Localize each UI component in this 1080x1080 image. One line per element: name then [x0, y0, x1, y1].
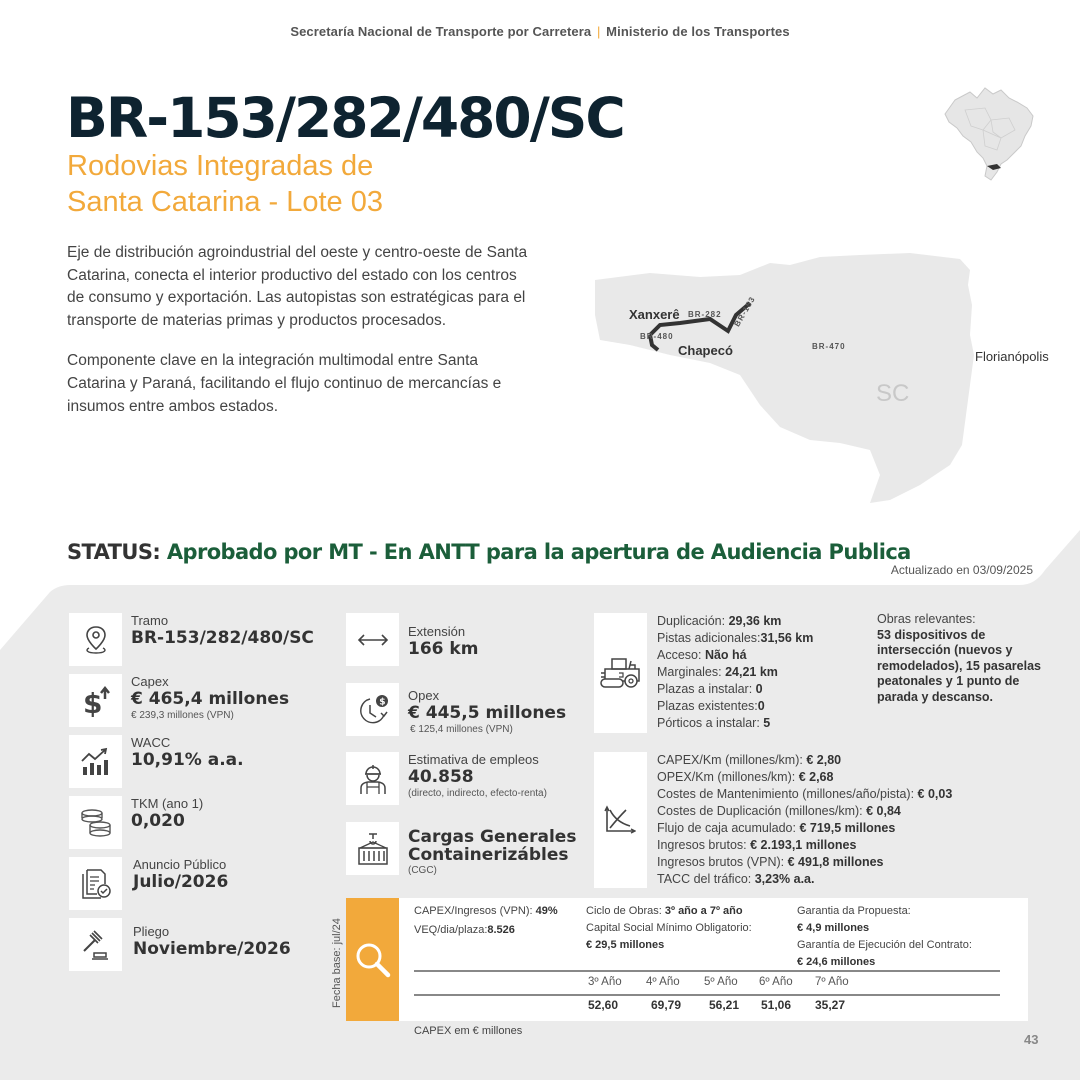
capital-social [586, 920, 752, 954]
financial-item: Flujo de caja acumulado: € 719,5 millones [657, 821, 896, 835]
extension-value: 166 km [408, 639, 479, 659]
works-icon-box [594, 613, 647, 733]
works-list [657, 613, 813, 732]
status-value: Aprobado por MT - En ANTT para la apertura de Audiencia Publica [166, 540, 911, 564]
svg-text:$: $ [378, 697, 385, 707]
works-item: Acceso: Não há [657, 648, 747, 662]
financial-item: CAPEX/Km (millones/km): € 2,80 [657, 753, 842, 767]
city-label: Florianópolis [975, 349, 1049, 364]
card-pliego [69, 918, 291, 971]
year-value: 51,06 [761, 998, 792, 1012]
financial-item: Ingresos brutos: € 2.193,1 millones [657, 838, 857, 852]
road-label: BR-480 [640, 332, 674, 341]
ciclo-obras: Ciclo de Obras: 3º año a 7º año [586, 905, 743, 917]
growth-chart-icon [69, 735, 122, 788]
worker-icon [346, 752, 399, 805]
wacc-label: WACC [131, 735, 171, 750]
subtitle-line-1: Rodovias Integradas de [67, 150, 374, 182]
anuncio-label: Anuncio Público [133, 857, 227, 872]
capital-social-value: € 29,5 millones [586, 939, 665, 951]
state-label: SC [876, 380, 910, 407]
obras-value: 53 dispositivos de intersección (nuevos y remodelados), 15 pasarelas peatonales y 1 punto de parada y descanso. [877, 627, 1041, 704]
double-arrow-icon [346, 613, 399, 666]
garantia-ejecucion-label: Garantía de Ejecución del Contrato: [797, 939, 972, 951]
works-item: Pórticos a instalar: 5 [657, 716, 771, 730]
search-icon-box [346, 898, 399, 1021]
cargas-note: (CGC) [408, 865, 437, 876]
empleos-note: (directo, indirecto, efecto-renta) [408, 788, 547, 799]
year-header: 5º Año [704, 976, 738, 988]
updated-date: Actualizado en 03/09/2025 [890, 563, 1033, 577]
clock-dollar-icon [346, 683, 399, 736]
extension-label: Extensión [408, 624, 466, 639]
page-title: BR-153/282/480/SC [66, 86, 624, 150]
city-label: Xanxerê [629, 307, 680, 322]
garantia-ejecucion-value: € 24,6 millones [797, 956, 876, 968]
tramo-label: Tramo [131, 613, 169, 628]
road-label: BR-282 [688, 310, 722, 319]
cost-curve-icon [604, 802, 636, 834]
obras-relevantes [877, 612, 1047, 705]
capex-value: € 465,4 millones [131, 689, 290, 709]
cargas-value-1: Cargas Generales [408, 827, 577, 847]
year-value: 69,79 [651, 998, 682, 1012]
works-item: Plazas existentes:0 [657, 699, 765, 713]
header-ministry: Ministerio de los Transportes [606, 24, 790, 39]
description-paragraph: Componente clave en la integración multimodal entre Santa Catarina y Paraná, facilitando el flujo continuo de mercancías e insumos entre ambos estados. [67, 352, 502, 415]
capex-ingresos: CAPEX/Ingresos (VPN): 49% [414, 905, 558, 917]
road-roller-icon [599, 655, 643, 691]
veq-dia-plaza: VEQ/dia/plaza:8.526 [414, 924, 515, 936]
financials-icon-box [594, 752, 647, 888]
tkm-value: 0,020 [131, 811, 185, 831]
garantia-ejecucion [797, 937, 972, 971]
card-tramo [69, 613, 314, 666]
dollar-up-icon [69, 674, 122, 727]
capital-social-label: Capital Social Mínimo Obligatorio: [586, 922, 752, 934]
road-label: BR-153 [732, 294, 758, 329]
opex-vpn: € 125,4 millones (VPN) [410, 724, 513, 735]
financials-list [657, 752, 952, 888]
opex-label: Opex [408, 688, 440, 703]
financial-item: OPEX/Km (millones/km): € 2,68 [657, 770, 834, 784]
tkm-label: TKM (ano 1) [131, 796, 204, 811]
container-crane-icon [346, 822, 399, 875]
card-capex [69, 674, 289, 727]
wacc-value: 10,91% a.a. [131, 750, 244, 770]
year-value: 52,60 [588, 998, 619, 1012]
capex-footnote: CAPEX em € millones [414, 1025, 523, 1037]
empleos-label: Estimativa de empleos [408, 752, 539, 767]
opex-value: € 445,5 millones [408, 703, 567, 723]
page-number: 43 [1024, 1032, 1039, 1047]
location-pin-icon [69, 613, 122, 666]
year-header: 6º Año [759, 976, 793, 988]
financial-item: Ingresos brutos (VPN): € 491,8 millones [657, 855, 884, 869]
card-cargas [346, 822, 576, 877]
gavel-icon [69, 918, 122, 971]
year-header: 7º Año [815, 976, 849, 988]
card-anuncio [69, 857, 228, 910]
coins-stack-icon [69, 796, 122, 849]
year-header: 3º Año [588, 976, 622, 988]
card-opex [346, 683, 566, 736]
tramo-value: BR-153/282/480/SC [131, 628, 314, 648]
header-separator: | [596, 24, 601, 39]
header-org: Secretaría Nacional de Transporte por Carretera [290, 24, 592, 39]
obras-label: Obras relevantes: [877, 612, 976, 626]
card-empleos [346, 752, 547, 805]
pliego-label: Pliego [133, 924, 170, 939]
fecha-base: Fecha base: jul/24 [331, 918, 343, 1008]
card-tkm [69, 796, 203, 849]
financial-item: TACC del tráfico: 3,23% a.a. [657, 872, 815, 886]
works-item: Plazas a instalar: 0 [657, 682, 763, 696]
card-extension [346, 613, 478, 666]
document-check-icon [69, 857, 122, 910]
year-value: 35,27 [815, 998, 846, 1012]
works-item: Pistas adicionales:31,56 km [657, 631, 814, 645]
financial-item: Costes de Mantenimiento (millones/año/pista): € 0,03 [657, 787, 953, 801]
financial-item: Costes de Duplicación (millones/km): € 0,84 [657, 804, 901, 818]
empleos-value: 40.858 [408, 767, 474, 787]
road-label: BR-470 [812, 342, 846, 351]
capex-label: Capex [131, 674, 169, 689]
cargas-value-2: Containerizábles [408, 845, 569, 865]
search-icon [353, 940, 393, 980]
works-item: Duplicación: 29,36 km [657, 614, 782, 628]
description-paragraph: Eje de distribución agroindustrial del oeste y centro-oeste de Santa Catarina, conecta el interior productivo del estado con los centros de consumo y exportación. Las autopistas son estratégicas para el transporte de materias primas y productos procesados. [67, 244, 528, 329]
anuncio-value: Julio/2026 [133, 872, 229, 892]
garantia-propuesta [797, 903, 911, 937]
works-item: Marginales: 24,21 km [657, 665, 778, 679]
card-wacc [69, 735, 244, 788]
table-divider [414, 994, 1000, 996]
capex-vpn: € 239,3 millones (VPN) [131, 710, 234, 721]
city-label: Chapecó [678, 343, 733, 358]
subtitle-line-2: Santa Catarina - Lote 03 [67, 186, 383, 218]
status-label: STATUS: [67, 540, 161, 564]
garantia-propuesta-label: Garantia da Propuesta: [797, 905, 911, 917]
year-header: 4º Año [646, 976, 680, 988]
year-value: 56,21 [709, 998, 740, 1012]
svg-text:$: $ [82, 686, 102, 717]
pliego-value: Noviembre/2026 [133, 939, 291, 959]
table-divider [414, 970, 1000, 972]
garantia-propuesta-value: € 4,9 millones [797, 922, 870, 934]
status-line [67, 540, 911, 564]
